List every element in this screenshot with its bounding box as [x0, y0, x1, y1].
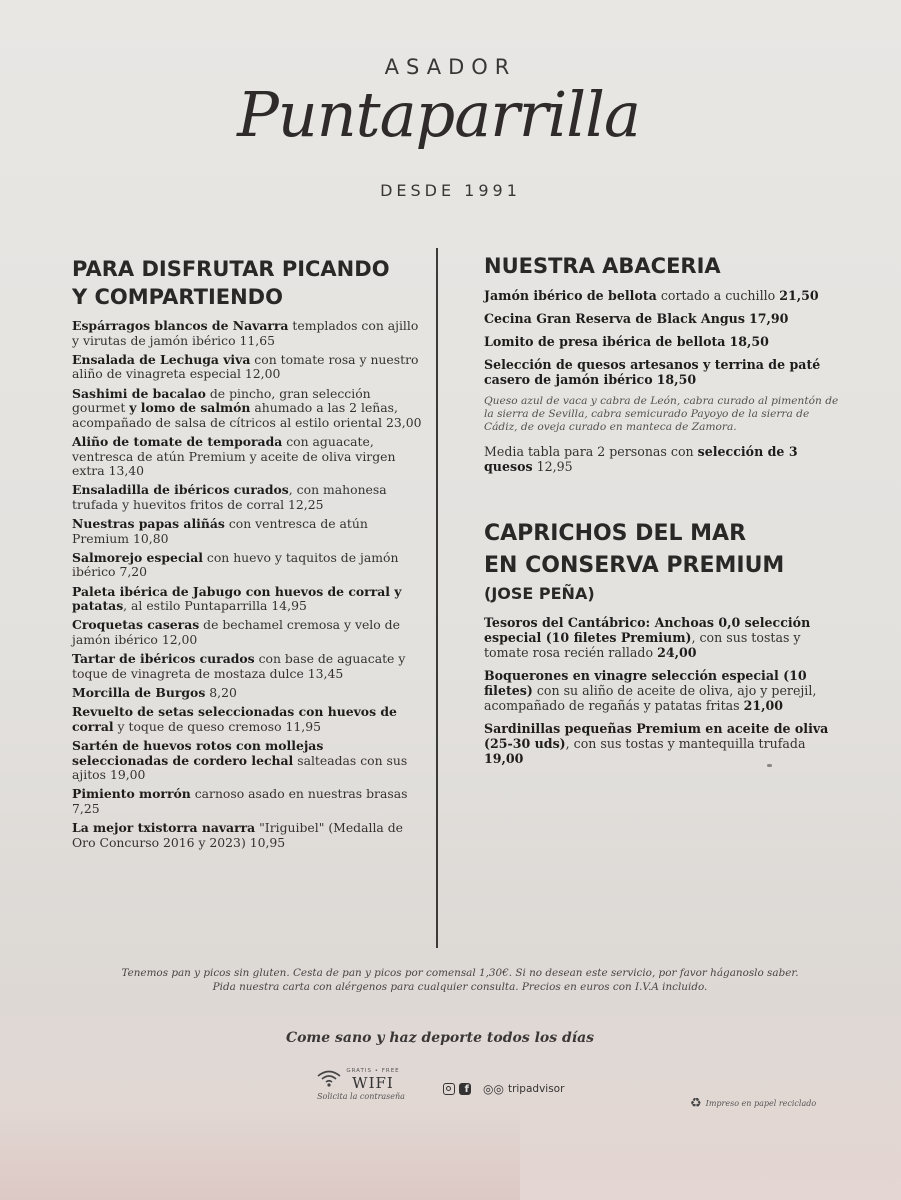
- item-name: Morcilla de Burgos: [72, 685, 206, 700]
- menu-item: [72, 705, 422, 734]
- heading-line: CAPRICHOS DEL MAR: [484, 521, 747, 546]
- item-name: Nuestras papas aliñás: [72, 516, 225, 532]
- item-desc: templados con ajillo y virutas de jamón ibérico: [72, 318, 419, 348]
- item-desc: de bechamel cremosa y velo de jamón ibérico: [72, 617, 400, 648]
- footer-note-line: Tenemos pan y picos sin gluten. Cesta de pan y picos por comensal 1,30€. Si no desean este servicio, por favor háganoslo saber.: [121, 967, 799, 979]
- footer-notes: [100, 966, 820, 994]
- item-desc: y toque de queso cremoso: [113, 718, 286, 734]
- item-price: 11,95: [285, 718, 321, 734]
- item-price: 11,65: [239, 332, 275, 348]
- paper-speck: [767, 764, 772, 767]
- item-name: Sartén de huevos rotos con mollejas seleccionadas de cordero lechal: [72, 737, 324, 768]
- menu-item: [72, 353, 422, 382]
- item-price: 10,80: [132, 530, 169, 546]
- item-name: Pimiento morrón: [72, 786, 191, 802]
- menu-item: [72, 551, 422, 580]
- item-price: 12,00: [161, 632, 198, 648]
- menu-item: [484, 311, 839, 326]
- paper-shadow: [0, 1110, 520, 1200]
- heading-line: EN CONSERVA PREMIUM: [484, 553, 785, 578]
- item-price: 12,25: [288, 496, 324, 512]
- item-price: 21,00: [743, 698, 784, 713]
- recycled-text: Impreso en papel reciclado: [705, 1099, 817, 1108]
- tripadvisor-label: tripadvisor: [507, 1083, 565, 1095]
- item-desc: ahumado a las 2 leñas, acompañado de salsa de cítricos al estilo oriental: [72, 400, 398, 430]
- item-name: Boquerones en vinagre selección especial (10 filetes): [484, 668, 807, 698]
- item-desc: , con sus tostas y mantequilla trufada: [565, 736, 806, 751]
- item-price: 19,00: [109, 767, 146, 783]
- item-price: 7,20: [119, 564, 148, 580]
- item-price: 18,50: [656, 372, 697, 387]
- brand-logo: Puntaparrilla: [237, 78, 640, 151]
- item-desc: carnoso asado en nuestras brasas: [190, 786, 408, 802]
- menu-item: [484, 288, 839, 303]
- footer-note-line: Pida nuestra carta con alérgenos para cualquier consulta. Precios en euros con I.V.A incluido.: [212, 981, 708, 993]
- section-subheading: (JOSE PEÑA): [484, 584, 595, 603]
- item-price: 24,00: [657, 645, 697, 660]
- item-desc: cortado a cuchillo: [656, 288, 780, 303]
- cheese-note: Queso azul de vaca y cabra de León, cabra curado al pimentón de la sierra de Sevilla, cabra semicurado Payoyo de la sierra de Cádiz, de oveja curado en manteca de Zamora.: [484, 395, 839, 433]
- wifi-badge: [306, 1068, 416, 1101]
- menu-item: [484, 615, 839, 660]
- item-price: 10,95: [249, 834, 286, 850]
- item-name: Cecina Gran Reserva de Black Angus: [484, 311, 745, 326]
- item-price: 7,25: [72, 800, 100, 816]
- heading-line: Y COMPARTIENDO: [72, 285, 283, 309]
- item-price: 23,00: [386, 414, 422, 430]
- item-desc: , con sus tostas y tomate rosa recién rallado: [484, 630, 801, 660]
- item-desc: con tomate rosa y nuestro aliño de vinagreta especial: [72, 351, 419, 382]
- item-name: Croquetas caseras: [72, 617, 200, 633]
- item-desc: salteadas con sus ajitos: [72, 752, 408, 783]
- item-name: Aliño de tomate de temporada: [72, 433, 283, 449]
- item-price: 17,90: [748, 311, 789, 326]
- menu-item: [72, 821, 422, 850]
- wifi-label: WIFI: [352, 1074, 394, 1092]
- item-name: Sardinillas pequeñas Premium en aceite de oliva (25-30 uds): [484, 721, 829, 751]
- menu-item: [72, 483, 422, 512]
- menu-item: [72, 319, 422, 348]
- item-name: La mejor txistorra navarra: [72, 820, 256, 836]
- section-abaceria: [484, 252, 839, 774]
- item-name: Selección de quesos artesanos y terrina de paté casero de jamón ibérico: [484, 357, 821, 387]
- section-heading: NUESTRA ABACERIA: [484, 254, 721, 278]
- item-desc: de pincho, gran selección gourmet: [72, 385, 371, 416]
- item-name: Jamón ibérico de bellota: [484, 288, 657, 303]
- item-price: 14,95: [271, 598, 307, 614]
- section-heading: [484, 518, 839, 582]
- facebook-icon: f: [459, 1083, 471, 1095]
- social-links: [443, 1082, 564, 1096]
- item-name: Tartar de ibéricos curados: [72, 651, 255, 667]
- menu-item: [484, 334, 839, 349]
- recycle-icon: ♻: [690, 1096, 702, 1111]
- menu-item: [72, 739, 422, 783]
- brand-since: DESDE 1991: [380, 181, 521, 200]
- item-name: Paleta ibérica de Jabugo con huevos de corral y patatas: [72, 583, 402, 614]
- item-price: 12,00: [244, 366, 281, 382]
- menu-item: [72, 387, 422, 431]
- item-name: Ensalada de Lechuga viva: [72, 351, 251, 367]
- menu-item: [72, 517, 422, 546]
- spacer: [484, 482, 839, 518]
- item-price: 8,20: [209, 685, 237, 700]
- heading-line: PARA DISFRUTAR PICANDO: [72, 257, 390, 281]
- section-heading: [72, 255, 422, 311]
- item-desc: con huevo y taquitos de jamón ibérico: [72, 549, 399, 580]
- tripadvisor-icon: ◎◎: [483, 1082, 504, 1096]
- column-divider: [436, 248, 438, 948]
- wifi-icon: [316, 1068, 342, 1088]
- menu-item: [484, 357, 839, 387]
- item-price: 19,00: [484, 751, 524, 766]
- item-price: 13,45: [307, 665, 344, 681]
- item-name: Espárragos blancos de Navarra: [72, 318, 289, 333]
- menu-item: [72, 652, 422, 681]
- wifi-password-note: Solicita la contraseña: [317, 1092, 405, 1101]
- menu-item: [72, 585, 422, 614]
- recycled-note: [690, 1096, 816, 1111]
- item-price: 21,50: [779, 288, 819, 303]
- item-name: selección de 3 quesos: [484, 444, 798, 474]
- item-desc: con base de aguacate y toque de vinagreta de mostaza dulce: [72, 651, 406, 681]
- item-price: 18,50: [729, 334, 769, 349]
- item-desc: "Iriguibel" (Medalla de Oro Concurso 2016 y 2023): [72, 820, 404, 850]
- item-desc: con su aliño de aceite de oliva, ajo y perejil, acompañado de regañás y patatas fritas: [484, 683, 817, 713]
- brand-pre: ASADOR: [384, 55, 517, 79]
- instagram-icon: [443, 1083, 455, 1095]
- slogan: Come sano y haz deporte todos los días: [285, 1030, 595, 1046]
- menu-item: [72, 686, 422, 701]
- item-price: 13,40: [108, 463, 145, 479]
- item-name: Lomito de presa ibérica de bellota: [484, 334, 726, 349]
- item-name: Revuelto de setas seleccionadas con huevos de corral: [72, 704, 397, 734]
- item-desc: Media tabla para 2 personas con: [484, 444, 698, 459]
- item-desc: , con mahonesa trufada y huevitos fritos de corral: [72, 482, 387, 512]
- menu-item: [484, 668, 839, 713]
- item-desc: con aguacate, ventresca de atún Premium y aceite de oliva virgen extra: [72, 433, 396, 479]
- item-desc: , al estilo Puntaparrilla: [123, 598, 272, 614]
- item-price: 12,95: [536, 459, 573, 474]
- item-name: Ensaladilla de ibéricos curados: [72, 482, 289, 498]
- menu-item: [72, 618, 422, 647]
- item-name: y lomo de salmón: [129, 400, 251, 416]
- item-name: Salmorejo especial: [72, 549, 203, 565]
- menu-item: [72, 787, 422, 816]
- menu-item: [484, 721, 839, 766]
- item-desc: con ventresca de atún Premium: [72, 516, 368, 546]
- item-name: Tesoros del Cantábrico: Anchoas 0,0 selección especial (10 filetes Premium): [484, 615, 811, 645]
- menu-item: [72, 435, 422, 479]
- wifi-free-label: GRATIS • FREE: [346, 1068, 400, 1074]
- section-picar: [72, 255, 422, 855]
- item-name: Sashimi de bacalao: [72, 385, 206, 401]
- menu-item: [484, 444, 839, 474]
